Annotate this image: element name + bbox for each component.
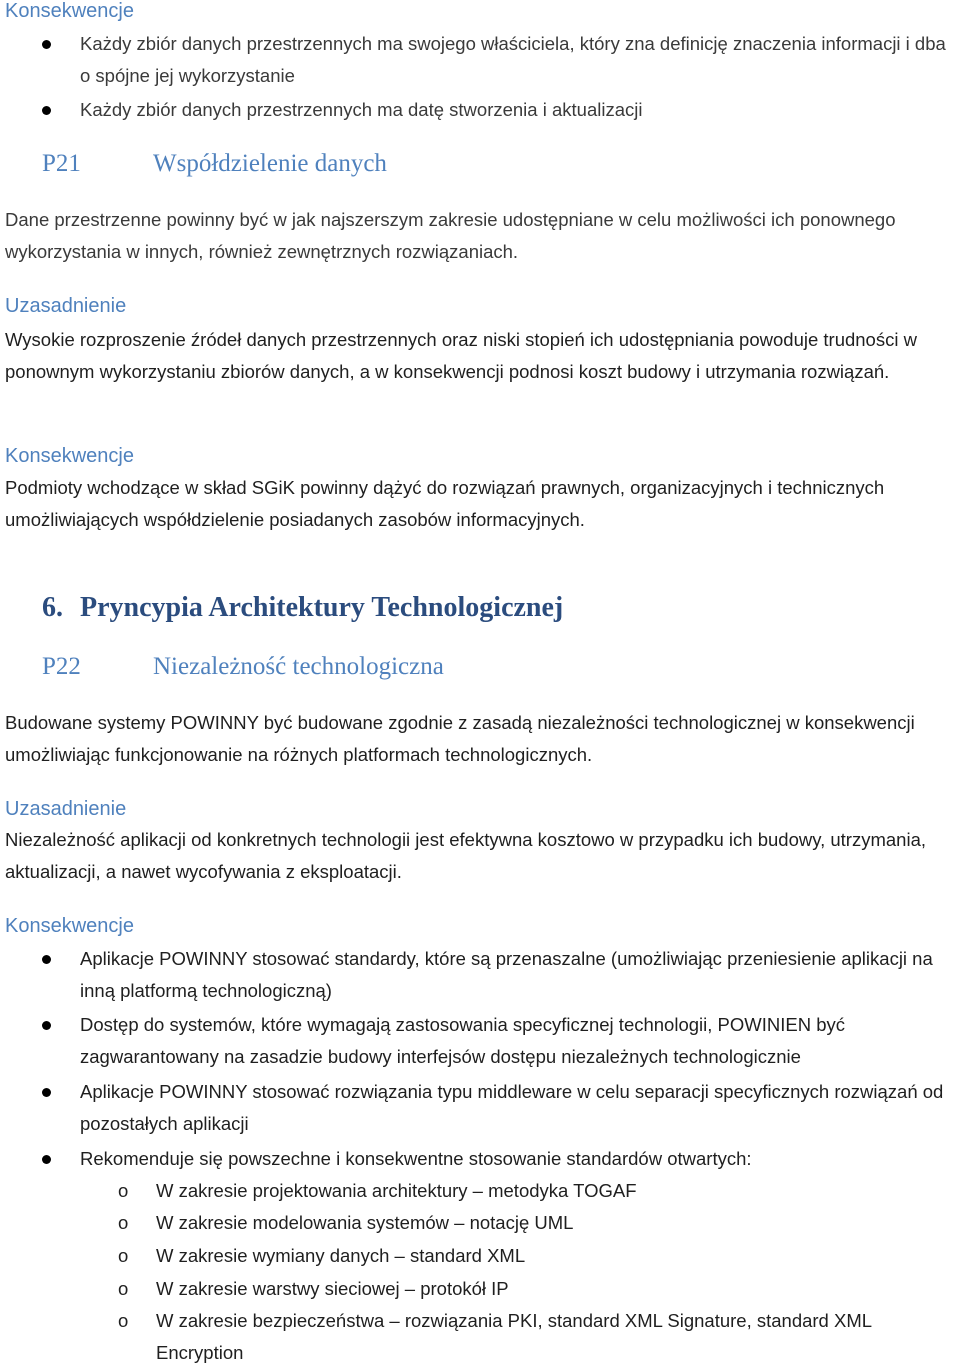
uzasadnienie-text: Niezależność aplikacji od konkretnych technologii jest efektywna kosztowo w przypadku ich budowy, utrzymania, aktualizacji, a nawet wycofywania z eksploatacji. (5, 829, 926, 882)
uzasadnienie-heading: Uzasadnienie (5, 798, 127, 820)
sub-list-item-text: W zakresie wymiany danych – standard XML (156, 1245, 526, 1266)
section-number: 6. (42, 592, 63, 623)
list-item-text: Aplikacje POWINNY stosować standardy, które są przenaszalne (umożliwiając przeniesienie aplikacji na inną platformą technologiczną) (80, 948, 933, 1001)
principle-number: P22 (42, 653, 81, 680)
bullet-icon (42, 1088, 51, 1097)
bullet-icon (42, 955, 51, 964)
principle-number: P21 (42, 150, 81, 177)
bullet-icon (42, 40, 51, 49)
circle-bullet-icon: o (118, 1245, 129, 1266)
konsekwencje-heading: Konsekwencje (5, 445, 134, 467)
list-item-text: Każdy zbiór danych przestrzennych ma datę stworzenia i aktualizacji (80, 99, 643, 120)
uzasadnienie-text: Wysokie rozproszenie źródeł danych przestrzennych oraz niski stopień ich udostępniania powoduje trudności w ponownym wykorzystaniu zbiorów danych, a w konsekwencji podnosi koszt budowy i utrzymania rozwiązań. (5, 329, 917, 382)
sub-list-item-text: W zakresie warstwy sieciowej – protokół IP (156, 1278, 509, 1299)
circle-bullet-icon: o (118, 1180, 129, 1201)
sub-list-item-text: W zakresie modelowania systemów – notację UML (156, 1212, 574, 1233)
principle-title: Współdzielenie danych (153, 150, 387, 177)
konsekwencje-heading: Konsekwencje (5, 915, 134, 937)
list-item-text: Dostęp do systemów, które wymagają zastosowania specyficznej technologii, POWINIEN być zagwarantowany na zasadzie budowy interfejsów dostępu niezależnych technologicznie (80, 1014, 845, 1067)
bullet-icon (42, 1155, 51, 1164)
konsekwencje-heading: Konsekwencje (5, 0, 134, 22)
sub-list-item-text: W zakresie projektowania architektury – metodyka TOGAF (156, 1180, 637, 1201)
section-title-text: Pryncypia Architektury Technologicznej (80, 592, 564, 623)
bullet-icon (42, 1021, 51, 1030)
list-item-text: Rekomenduje się powszechne i konsekwentne stosowanie standardów otwartych: (80, 1148, 752, 1169)
list-item-text: Każdy zbiór danych przestrzennych ma swojego właściciela, który zna definicję znaczenia informacji i dba o spójne jej wykorzystanie (80, 33, 946, 86)
sub-list-item-text: W zakresie bezpieczeństwa – rozwiązania PKI, standard XML Signature, standard XML Encryption (156, 1310, 872, 1363)
bullet-icon (42, 106, 51, 115)
uzasadnienie-heading: Uzasadnienie (5, 295, 127, 317)
circle-bullet-icon: o (118, 1310, 129, 1331)
principle-title: Niezależność technologiczna (153, 653, 444, 680)
section-title (42, 590, 563, 626)
circle-bullet-icon: o (118, 1278, 129, 1299)
principle-description: Dane przestrzenne powinny być w jak najszerszym zakresie udostępniane w celu możliwości ich ponownego wykorzystania w innych, również zewnętrznych rozwiązaniach. (5, 209, 896, 262)
circle-bullet-icon: o (118, 1212, 129, 1233)
principle-description: Budowane systemy POWINNY być budowane zgodnie z zasadą niezależności technologicznej w konsekwencji umożliwiając funkcjonowanie na różnych platformach technologicznych. (5, 712, 915, 765)
list-item-text: Aplikacje POWINNY stosować rozwiązania typu middleware w celu separacji specyficznych rozwiązań od pozostałych aplikacji (80, 1081, 944, 1134)
konsekwencje-text: Podmioty wchodzące w skład SGiK powinny dążyć do rozwiązań prawnych, organizacyjnych i technicznych umożliwiających współdzielenie posiadanych zasobów informacyjnych. (5, 477, 885, 530)
